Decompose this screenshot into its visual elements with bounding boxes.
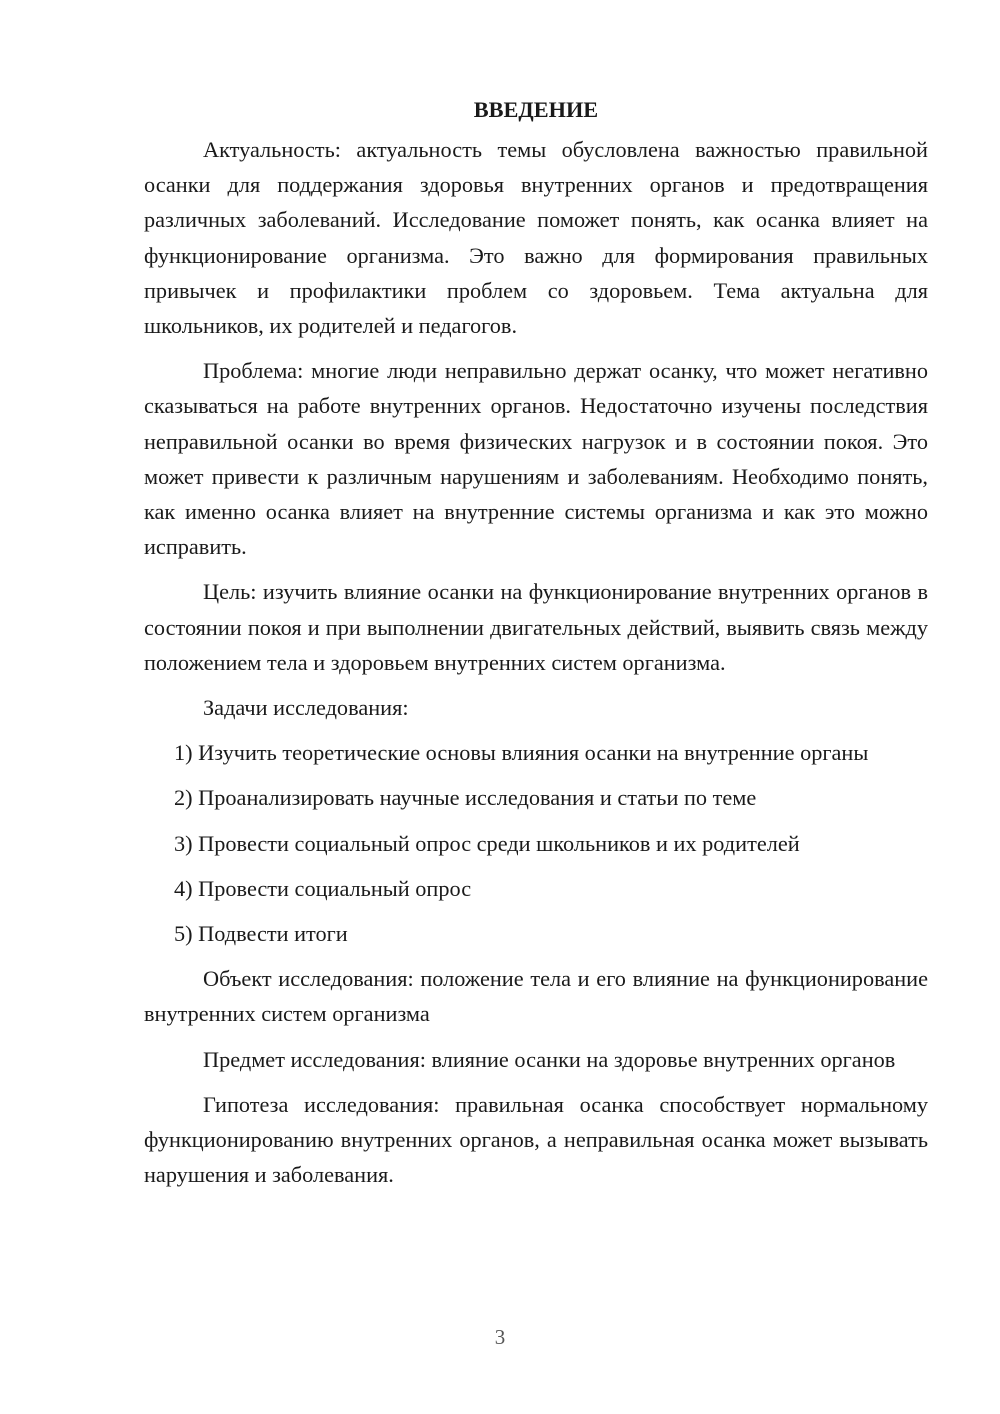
- paragraph-problem: Проблема: многие люди неправильно держат осанку, что может негативно сказываться на работе внутренних органов. Недостаточно изучены последствия неправильной осанки во время физических нагрузок и в состоянии покоя. Это может привести к различным нарушениям и заболеваниям. Необходимо понять, как именно осанка влияет на внутренние системы организма и как это можно исправить.: [144, 358, 928, 560]
- task-item: 4) Провести социальный опрос: [174, 875, 472, 901]
- task-item: 3) Провести социальный опрос среди школьников и их родителей: [174, 830, 800, 856]
- paragraph-object: Объект исследования: положение тела и его влияние на функционирование внутренних систем организма: [144, 966, 928, 1027]
- paragraph-goal: Цель: изучить влияние осанки на функционирование внутренних органов в состоянии покоя и при выполнении двигательных действий, выявить связь между положением тела и здоровьем внутренних систем организма.: [144, 579, 928, 675]
- task-item: 5) Подвести итоги: [174, 921, 348, 947]
- task-item: 1) Изучить теоретические основы влияния осанки на внутренние органы: [174, 740, 869, 766]
- paragraph-hypothesis: Гипотеза исследования: правильная осанка способствует нормальному функционированию внутренних органов, а неправильная осанка может вызывать нарушения и заболевания.: [144, 1091, 928, 1188]
- paragraph-subject: Предмет исследования: влияние осанки на здоровье внутренних органов: [203, 1046, 896, 1072]
- paragraph-relevance: Актуальность: актуальность темы обусловлена важностью правильной осанки для поддержания здоровья внутренних органов и предотвращения различных заболеваний. Исследование поможет понять, как осанка влияет на функционирование организма. Это важно для формирования правильных привычек и профилактики проблем со здоровьем. Тема актуальна для школьников, их родителей и педагогов.: [144, 137, 928, 339]
- section-title: ВВЕДЕНИЕ: [473, 97, 599, 122]
- task-item: 2) Проанализировать научные исследования и статьи по теме: [174, 785, 757, 811]
- document-page: [144, 92, 928, 1202]
- tasks-heading: Задачи исследования:: [203, 695, 409, 721]
- page-number: 3: [494, 1325, 506, 1349]
